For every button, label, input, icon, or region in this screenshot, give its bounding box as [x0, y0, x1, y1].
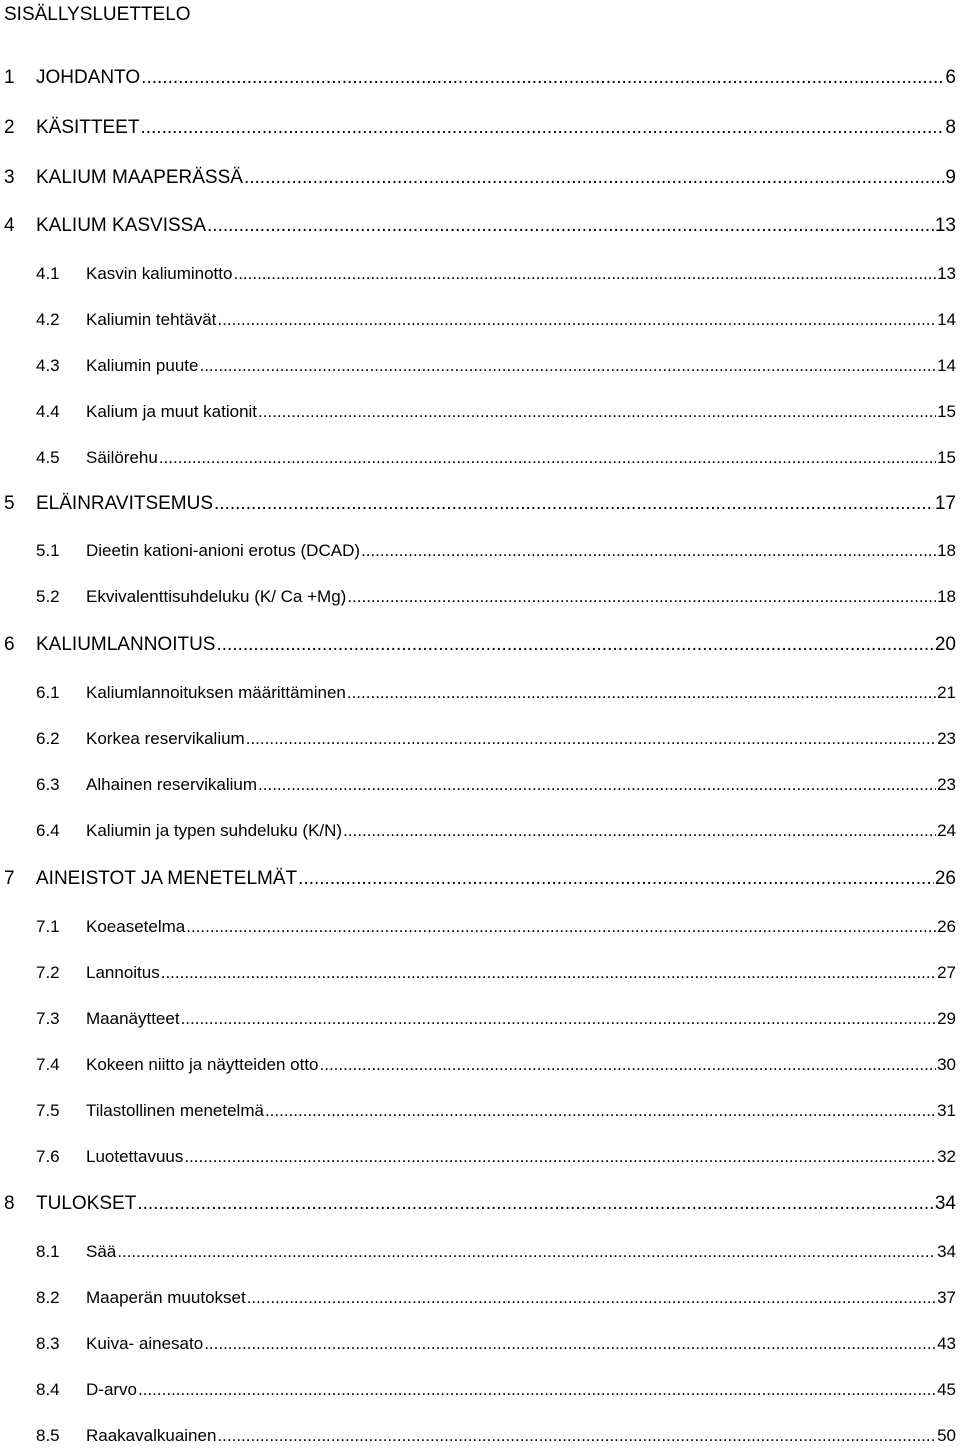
dot-leader: [216, 634, 933, 656]
toc-entry: [4, 264, 956, 286]
toc-entry-number: 4.3: [36, 356, 60, 375]
dot-leader: [140, 117, 944, 139]
dot-leader: [117, 1242, 936, 1262]
toc-entry: [4, 775, 956, 797]
dot-leader: [161, 963, 936, 983]
toc-entry: [4, 356, 956, 378]
toc-entry-page: 6: [945, 67, 956, 88]
toc-entry-title: KALIUM KASVISSA: [36, 215, 207, 236]
toc-entry-title: Maanäytteet: [86, 1009, 180, 1028]
toc-entry-title: Ekvivalenttisuhdeluku (K/ Ca +Mg): [86, 587, 347, 606]
toc-entry-title: KALIUM MAAPERÄSSÄ: [36, 167, 243, 188]
toc-entry-number: 4: [4, 215, 15, 236]
toc-entry-title: Dieetin kationi-anioni erotus (DCAD): [86, 541, 361, 560]
toc-entry-title: Kuiva- ainesato: [86, 1334, 204, 1353]
toc-entry-number: 6.1: [36, 683, 60, 702]
toc-entry-title: Korkea reservikalium: [86, 729, 245, 748]
toc-entry: [4, 310, 956, 332]
toc-entry-number: 8.2: [36, 1288, 60, 1307]
toc-entry-page: 29: [937, 1009, 956, 1028]
toc-entry-number: 4.2: [36, 310, 60, 329]
toc-entry-page: 27: [937, 963, 956, 982]
toc-entry-title: TULOKSET: [36, 1193, 137, 1214]
toc-entry-page: 13: [937, 264, 956, 283]
toc-entry: [4, 634, 956, 658]
toc-entry: [4, 1193, 956, 1217]
dot-leader: [141, 67, 944, 89]
toc-entry-title: KÄSITTEET: [36, 117, 140, 138]
toc-heading: SISÄLLYSLUETTELO: [4, 4, 191, 25]
toc-entry-title: Alhainen reservikalium: [86, 775, 258, 794]
toc-entry-title: Kasvin kaliuminotto: [86, 264, 233, 283]
toc-entry-number: 4.4: [36, 402, 60, 421]
toc-entry-page: 18: [937, 587, 956, 606]
toc-entry-page: 14: [937, 310, 956, 329]
toc-entry-page: 23: [937, 775, 956, 794]
toc-entry: [4, 1334, 956, 1356]
toc-entry-page: 15: [937, 448, 956, 467]
toc-entry-page: 26: [937, 917, 956, 936]
toc-entry-page: 23: [937, 729, 956, 748]
toc-entry-title: Raakavalkuainen: [86, 1426, 217, 1445]
toc-entry: [4, 729, 956, 751]
toc-entry: [4, 587, 956, 609]
toc-entry-number: 5.2: [36, 587, 60, 606]
toc-entry: [4, 917, 956, 939]
dot-leader: [361, 541, 936, 561]
toc-entry-page: 34: [937, 1242, 956, 1261]
toc-entry-number: 7.3: [36, 1009, 60, 1028]
toc-entry-page: 20: [934, 634, 956, 655]
toc-entry: [4, 821, 956, 843]
dot-leader: [246, 729, 936, 749]
toc-entry-number: 5.1: [36, 541, 60, 560]
toc-entry-page: 13: [934, 215, 956, 236]
toc-entry-page: 37: [937, 1288, 956, 1307]
toc-entry-page: 50: [937, 1426, 956, 1445]
toc-entry: [4, 1055, 956, 1077]
dot-leader: [217, 1426, 936, 1446]
dot-leader: [265, 1101, 936, 1121]
toc-entry-page: 34: [934, 1193, 956, 1214]
toc-entry-page: 14: [937, 356, 956, 375]
toc-entry-number: 1: [4, 67, 15, 88]
toc-entry-number: 7: [4, 868, 15, 889]
toc-entry-number: 8.3: [36, 1334, 60, 1353]
toc-entry: [4, 117, 956, 141]
dot-leader: [347, 683, 936, 703]
toc-entry: [4, 541, 956, 563]
toc-entry-title: Kalium ja muut kationit: [86, 402, 258, 421]
toc-entry-page: 31: [937, 1101, 956, 1120]
toc-entry: [4, 1288, 956, 1310]
toc-entry-number: 8.5: [36, 1426, 60, 1445]
toc-entry: [4, 67, 956, 91]
toc-entry-number: 7.6: [36, 1147, 60, 1166]
toc-entry-title: Kaliumin tehtävät: [86, 310, 217, 329]
toc-entry-number: 7.2: [36, 963, 60, 982]
toc-entry: [4, 215, 956, 239]
toc-entry-title: Maaperän muutokset: [86, 1288, 246, 1307]
toc-entry-number: 4.5: [36, 448, 60, 467]
toc-entry-title: D-arvo: [86, 1380, 138, 1399]
toc-entry-page: 18: [937, 541, 956, 560]
toc-entry: [4, 1426, 956, 1448]
toc-entry-page: 32: [937, 1147, 956, 1166]
dot-leader: [181, 1009, 937, 1029]
dot-leader: [214, 493, 934, 515]
dot-leader: [186, 917, 936, 937]
dot-leader: [199, 356, 936, 376]
toc-entry-number: 7.4: [36, 1055, 60, 1074]
toc-entry: [4, 1101, 956, 1123]
toc-entry-page: 8: [945, 117, 956, 138]
toc-entry: [4, 448, 956, 470]
toc-entry-page: 45: [937, 1380, 956, 1399]
toc-entry: [4, 683, 956, 705]
toc-entry-number: 4.1: [36, 264, 60, 283]
dot-leader: [184, 1147, 936, 1167]
toc-entry-title: Kaliumin puute: [86, 356, 199, 375]
toc-entry-page: 9: [945, 167, 956, 188]
toc-entry-title: Koeasetelma: [86, 917, 186, 936]
toc-entry-page: 30: [937, 1055, 956, 1074]
dot-leader: [159, 448, 936, 468]
dot-leader: [258, 402, 936, 422]
dot-leader: [204, 1334, 936, 1354]
toc-entry: [4, 1009, 956, 1031]
toc-entry-number: 8.1: [36, 1242, 60, 1261]
toc-entry-number: 7.1: [36, 917, 60, 936]
dot-leader: [244, 167, 944, 189]
toc-entry-number: 2: [4, 117, 15, 138]
dot-leader: [258, 775, 936, 795]
dot-leader: [207, 215, 934, 237]
dot-leader: [137, 1193, 934, 1215]
toc-entry-number: 8.4: [36, 1380, 60, 1399]
toc-entry-number: 5: [4, 493, 15, 514]
toc-entry-number: 6.2: [36, 729, 60, 748]
dot-leader: [298, 868, 934, 890]
toc-entry-page: 15: [937, 402, 956, 421]
toc-entry-title: Sää: [86, 1242, 117, 1261]
toc-entry-title: Kaliumlannoituksen määrittäminen: [86, 683, 346, 702]
toc-entry-page: 17: [934, 493, 956, 514]
toc-entry: [4, 963, 956, 985]
toc-entry-page: 26: [934, 868, 956, 889]
toc-entry: [4, 167, 956, 191]
toc-entry: [4, 402, 956, 424]
toc-entry-title: Kokeen niitto ja näytteiden otto: [86, 1055, 319, 1074]
toc-entry-title: Kaliumin ja typen suhdeluku (K/N): [86, 821, 343, 840]
toc-entry-number: 3: [4, 167, 15, 188]
dot-leader: [343, 821, 936, 841]
toc-entry: [4, 1147, 956, 1169]
dot-leader: [138, 1380, 936, 1400]
toc-entry-number: 6.3: [36, 775, 60, 794]
toc-entry-number: 8: [4, 1193, 15, 1214]
toc-entry-title: Lannoitus: [86, 963, 160, 982]
toc-entry-title: AINEISTOT JA MENETELMÄT: [36, 868, 298, 889]
dot-leader: [347, 587, 936, 607]
toc-entry-title: KALIUMLANNOITUS: [36, 634, 216, 655]
dot-leader: [320, 1055, 937, 1075]
toc-entry-number: 7.5: [36, 1101, 60, 1120]
toc-entry: [4, 493, 956, 517]
toc-entry-page: 24: [937, 821, 956, 840]
dot-leader: [233, 264, 936, 284]
toc-entry: [4, 1380, 956, 1402]
toc-entry-title: ELÄINRAVITSEMUS: [36, 493, 214, 514]
toc-entry-title: Luotettavuus: [86, 1147, 184, 1166]
dot-leader: [247, 1288, 936, 1308]
toc-entry-page: 43: [937, 1334, 956, 1353]
toc-entry: [4, 1242, 956, 1264]
dot-leader: [217, 310, 936, 330]
toc-entry-title: Tilastollinen menetelmä: [86, 1101, 264, 1120]
toc-entry-title: Säilörehu: [86, 448, 158, 467]
toc-entry: [4, 868, 956, 892]
toc-entry-number: 6.4: [36, 821, 60, 840]
toc-entry-number: 6: [4, 634, 15, 655]
toc-entry-page: 21: [937, 683, 956, 702]
toc-entry-title: JOHDANTO: [36, 67, 141, 88]
